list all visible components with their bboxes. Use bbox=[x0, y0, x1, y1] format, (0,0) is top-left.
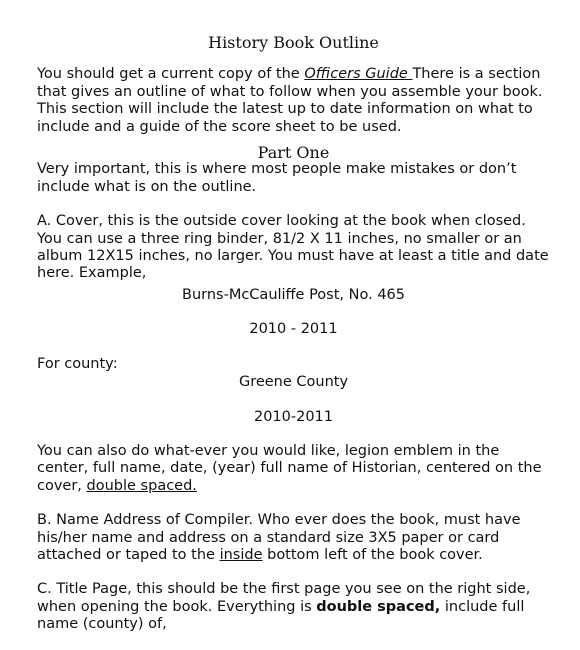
county-label: For county: bbox=[37, 355, 118, 372]
county-name: Greene County bbox=[238, 374, 349, 391]
intro-text-post: There is a section that gives an outline of what to follow when you assemble your book. This section will include the latest up to date information on what to include and a guide of the score sheet to be used. bbox=[37, 66, 543, 135]
part-one-heading: Part One bbox=[257, 143, 330, 163]
example-years: 2010 - 2011 bbox=[249, 321, 338, 338]
cover-options-text: You can also do what-ever you would like, legion emblem in the center, full name, date, (year) full name of Historian, centered on the cover, bbox=[37, 442, 542, 494]
intro-paragraph bbox=[37, 66, 550, 136]
officers-guide-title: Officers Guide bbox=[304, 66, 413, 83]
section-c-text-pre: C. Title Page, this should be the first page you see on the right side, when opening the book. Everything is bbox=[37, 581, 531, 615]
inside-underlined: inside bbox=[219, 546, 263, 563]
section-b-text-pre: B. Name Address of Compiler. Who ever does the book, must have his/her name and address on a standard size 3X5 paper or card attached or taped to the bbox=[37, 512, 521, 563]
section-c-title-page bbox=[37, 581, 550, 633]
example-post-name: Burns-McCauliffe Post, No. 465 bbox=[182, 286, 405, 303]
county-years: 2010-2011 bbox=[253, 408, 334, 425]
cover-options-paragraph bbox=[37, 443, 550, 495]
intro-text-pre: You should get a current copy of the bbox=[37, 66, 305, 83]
part-one-warning: Very important, this is where most people make mistakes or don’t include what is on the outline. bbox=[37, 161, 517, 195]
double-spaced-bold: double spaced, bbox=[316, 598, 441, 615]
double-spaced-underlined: double spaced. bbox=[86, 477, 197, 494]
page-title: History Book Outline bbox=[208, 33, 379, 52]
section-b-compiler bbox=[37, 512, 550, 564]
section-a-cover: A. Cover, this is the outside cover looking at the book when closed. You can use a three ring binder, 81/2 X 11 inches, no smaller or an album 12X15 inches, no larger. You must have at least a title and date here. Example, bbox=[37, 213, 549, 282]
section-c-text-post: include full name (county) of, bbox=[37, 598, 525, 633]
section-b-text-post: bottom left of the book cover. bbox=[262, 546, 483, 563]
